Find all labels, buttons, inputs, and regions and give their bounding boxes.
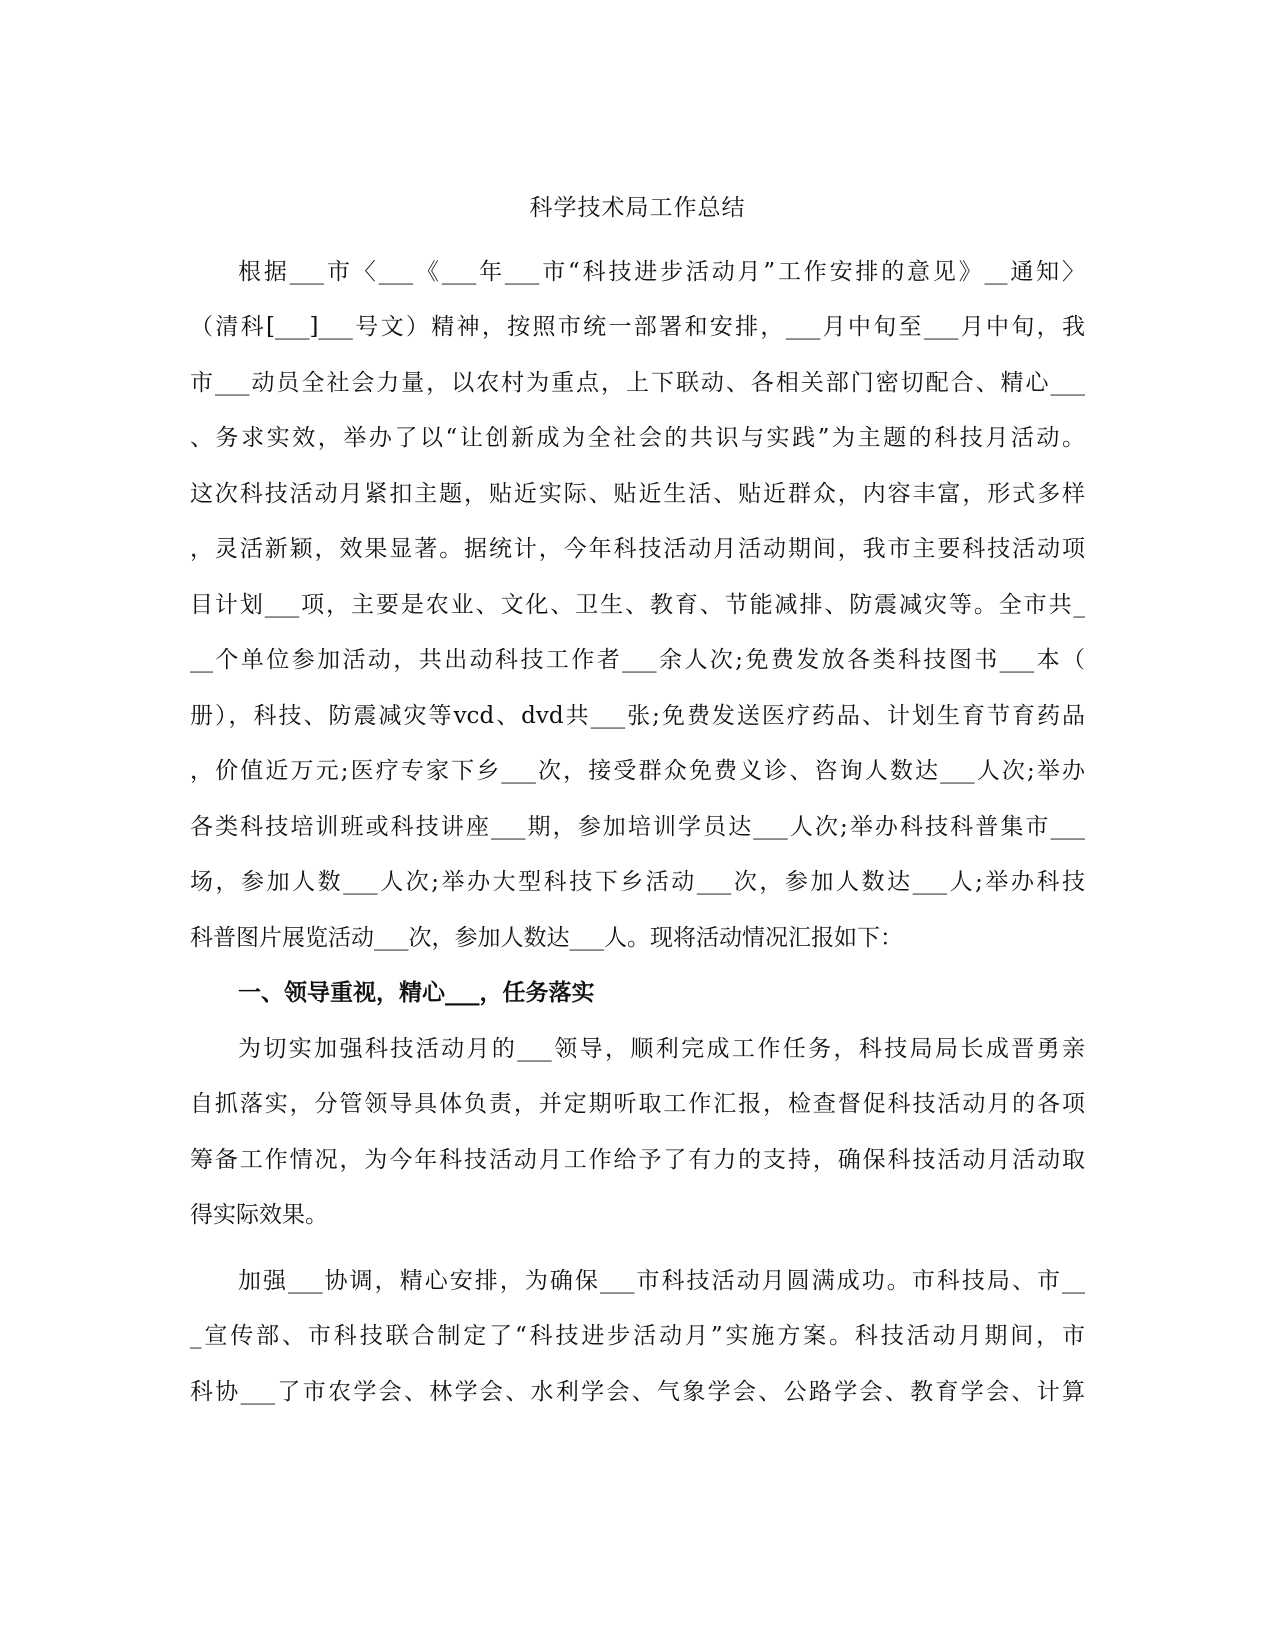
paragraph-1-line-2: （清科[___]___号文）精神，按照市统一部署和安排，___月中旬至___月中旬，我	[190, 314, 1085, 340]
paragraph-3-line-3: 科协___了市农学会、林学会、水利学会、气象学会、公路学会、教育学会、计算	[190, 1379, 1085, 1405]
paragraph-1-line-5: 这次科技活动月紧扣主题，贴近实际、贴近生活、贴近群众，内容丰富，形式多样	[190, 481, 1085, 507]
paragraph-1-line-6: ，灵活新颖，效果显著。据统计，今年科技活动月活动期间，我市主要科技活动项	[190, 536, 1085, 562]
paragraph-3-line-1: 加强___协调，精心安排，为确保___市科技活动月圆满成功。市科技局、市__	[238, 1268, 1085, 1294]
paragraph-1-line-4: 、务求实效，举办了以“让创新成为全社会的共识与实践”为主题的科技月活动。	[190, 425, 1085, 451]
paragraph-1-line-3: 市___动员全社会力量，以农村为重点，上下联动、各相关部门密切配合、精心___	[190, 370, 1085, 396]
paragraph-1-line-11: 各类科技培训班或科技讲座___期，参加培训学员达___人次;举办科技科普集市___	[190, 814, 1085, 840]
paragraph-1-line-9: 册），科技、防震减灾等vcd、dvd共___张;免费发送医疗药品、计划生育节育药品	[190, 703, 1085, 729]
paragraph-2-line-4: 得实际效果。	[190, 1202, 328, 1228]
paragraph-1-line-10: ，价值近万元;医疗专家下乡___次，接受群众免费义诊、咨询人数达___人次;举办	[190, 758, 1085, 784]
document-title: 科学技术局工作总结	[529, 195, 746, 221]
paragraph-1-line-12: 场，参加人数___人次;举办大型科技下乡活动___次，参加人数达___人;举办科技	[190, 869, 1085, 895]
paragraph-1-line-1: 根据___市〈___《___年___市“科技进步活动月”工作安排的意见》__通知〉	[238, 259, 1085, 285]
paragraph-2-line-3: 筹备工作情况，为今年科技活动月工作给予了有力的支持，确保科技活动月活动取	[190, 1147, 1085, 1173]
paragraph-2-line-2: 自抓落实，分管领导具体负责，并定期听取工作汇报，检查督促科技活动月的各项	[190, 1091, 1085, 1117]
paragraph-1-line-13: 科普图片展览活动___次，参加人数达___人。现将活动情况汇报如下：	[190, 925, 903, 951]
paragraph-1-line-8: __个单位参加活动，共出动科技工作者___余人次;免费发放各类科技图书___本（	[190, 647, 1085, 673]
paragraph-2-line-1: 为切实加强科技活动月的___领导，顺利完成工作任务，科技局局长成晋勇亲	[238, 1036, 1085, 1062]
paragraph-3-line-2: _宣传部、市科技联合制定了“科技进步活动月”实施方案。科技活动月期间，市	[190, 1323, 1085, 1349]
section-heading-1: 一、领导重视，精心___，任务落实	[238, 979, 595, 1006]
paragraph-1-line-7: 目计划___项，主要是农业、文化、卫生、教育、节能减排、防震减灾等。全市共_	[190, 592, 1085, 618]
